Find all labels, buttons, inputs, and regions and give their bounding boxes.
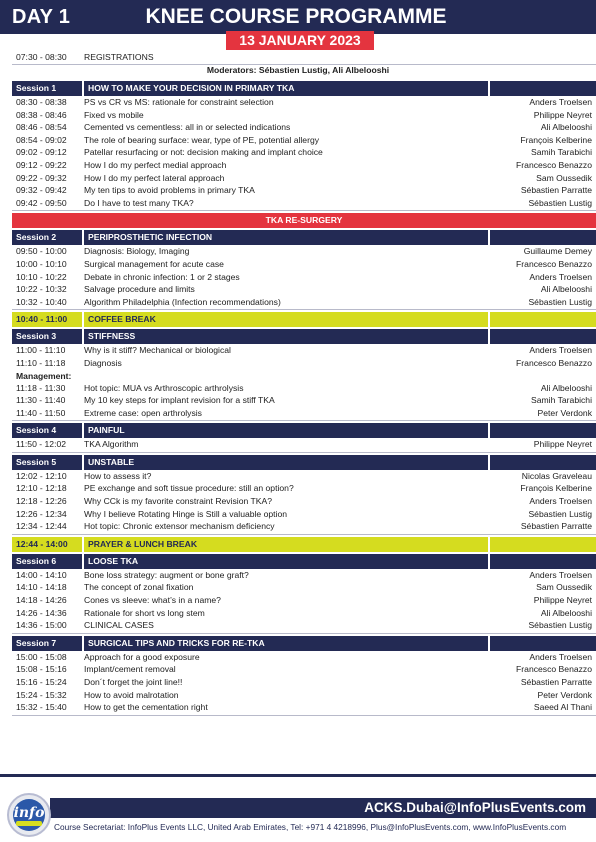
talk-title: Cemented vs cementless: all in or selected indications	[84, 122, 291, 133]
course-secretariat: Course Secretariat: InfoPlus Events LLC, United Arab Emirates, Tel: +971 4 4218996, Plus@InfoPlusEvents.com, www.InfoPlusEvents.com	[54, 822, 567, 832]
talk-time: 12:10 - 12:18	[16, 483, 67, 494]
infoplus-logo	[7, 793, 51, 837]
session-label: Session 1	[12, 81, 82, 96]
speaker-name: Samih Tarabichi	[531, 147, 592, 158]
subheading: Management:	[16, 370, 72, 381]
session-label: Session 7	[12, 636, 82, 651]
talk-title: How to get the cementation right	[84, 702, 208, 713]
talk-title: How to avoid malrotation	[84, 689, 179, 700]
speaker-name: Peter Verdonk	[537, 689, 592, 700]
break-time: 10:40 - 11:00	[12, 312, 82, 327]
speaker-name: Ali Albelooshi	[540, 607, 592, 618]
speaker-name: Philippe Neyret	[533, 109, 592, 120]
session-label: Session 5	[12, 455, 82, 470]
break-title: PRAYER & LUNCH BREAK	[84, 537, 488, 552]
table-row	[12, 258, 596, 271]
speaker-name: Sébastien Parratte	[520, 521, 592, 532]
talk-time: 09:02 - 09:12	[16, 147, 67, 158]
talk-time: 11:18 - 11:30	[16, 382, 66, 393]
talk-title: Patellar resurfacing or not: decision making and implant choice	[84, 147, 323, 158]
talk-time: 10:32 - 10:40	[16, 296, 67, 307]
break-bar	[12, 537, 596, 552]
table-row	[12, 689, 596, 702]
talk-time: 08:30 - 08:38	[16, 97, 67, 107]
registration-time: 07:30 - 08:30	[16, 52, 67, 62]
talk-time: 12:02 - 12:10	[16, 470, 67, 481]
speaker-name: Anders Troelsen	[529, 496, 592, 507]
speaker-name: François Kelberine	[520, 483, 592, 494]
talk-title: Don´t forget the joint line!!	[84, 677, 183, 687]
contact-email-link[interactable]: ACKS.Dubai@InfoPlusEvents.com	[364, 800, 586, 815]
logo-accent	[16, 821, 42, 826]
speaker-name: Nicolas Graveleau	[521, 470, 592, 481]
table-row	[12, 701, 596, 714]
table-row	[12, 394, 596, 407]
table-row	[12, 594, 596, 607]
divider	[12, 309, 596, 310]
talk-title: Why I believe Rotating Hinge is Still a valuable option	[84, 508, 288, 519]
table-row	[12, 134, 596, 147]
break-title: COFFEE BREAK	[84, 312, 488, 327]
session-label: Session 6	[12, 554, 82, 569]
talk-title: The concept of zonal fixation	[84, 582, 194, 593]
talk-time: 08:38 - 08:46	[16, 109, 67, 120]
session-title: SURGICAL TIPS AND TRICKS FOR RE-TKA	[84, 636, 488, 651]
talk-time: 12:34 - 12:44	[16, 521, 67, 532]
talk-time: 12:18 - 12:26	[16, 496, 67, 507]
talk-time: 14:36 - 15:00	[16, 620, 67, 631]
speaker-name: Ali Albelooshi	[540, 382, 592, 393]
table-row	[12, 245, 596, 258]
table-row	[12, 344, 596, 357]
talk-title: How I do my perfect lateral approach	[84, 172, 225, 183]
speaker-name: Ali Albelooshi	[540, 122, 592, 133]
table-row	[12, 109, 596, 122]
table-row	[12, 172, 596, 185]
talk-title: How to assess it?	[84, 470, 152, 481]
speaker-name: Anders Troelsen	[529, 569, 592, 580]
session-header	[12, 636, 596, 651]
speaker-name: Francesco Benazzo	[516, 258, 592, 269]
speaker-name: Sébastien Lustig	[528, 197, 592, 208]
talk-time: 15:32 - 15:40	[16, 702, 67, 713]
talk-time: 15:16 - 15:24	[16, 677, 67, 687]
talk-title: PE exchange and soft tissue procedure: still an option?	[84, 483, 294, 494]
header-bar	[0, 0, 596, 34]
table-row	[12, 146, 596, 159]
talk-title: Debate in chronic infection: 1 or 2 stages	[84, 271, 240, 282]
talk-title: Rationale for short vs long stem	[84, 607, 205, 618]
footer-band	[50, 798, 596, 818]
table-row	[12, 495, 596, 508]
table-row	[12, 357, 596, 370]
talk-title: Surgical management for acute case	[84, 258, 224, 269]
talk-title: The role of bearing surface: wear, type of PE, potential allergy	[84, 134, 320, 145]
talk-time: 15:00 - 15:08	[16, 651, 67, 662]
talk-time: 11:50 - 12:02	[16, 439, 67, 450]
moderators: Moderators: Sébastien Lustig, Ali Albelooshi	[206, 65, 390, 75]
header-spacer	[490, 554, 596, 569]
talk-time: 11:40 - 11:50	[16, 407, 66, 418]
header-spacer	[490, 423, 596, 438]
speaker-name: Anders Troelsen	[529, 651, 592, 662]
session-title: HOW TO MAKE YOUR DECISION IN PRIMARY TKA	[84, 81, 488, 96]
table-row	[12, 159, 596, 172]
session-header	[12, 81, 596, 96]
session-title: STIFFNESS	[84, 329, 488, 344]
session-label: Session 3	[12, 329, 82, 344]
header-spacer	[490, 312, 596, 327]
speaker-name: Guillaume Demey	[523, 246, 592, 257]
talk-title: TKA Algorithm	[84, 439, 139, 450]
table-row	[12, 438, 596, 451]
speaker-name: Saeed Al Thani	[533, 702, 592, 713]
session-title: LOOSE TKA	[84, 554, 488, 569]
talk-time: 09:22 - 09:32	[16, 172, 67, 183]
talk-title: My 10 key steps for implant revision for a stiff TKA	[84, 395, 275, 406]
table-row	[12, 96, 596, 109]
header-spacer	[490, 537, 596, 552]
talk-title: Cones vs sleeve: what’s in a name?	[84, 595, 221, 606]
divider	[12, 715, 596, 716]
speaker-name: Sébastien Lustig	[528, 296, 592, 307]
speaker-name: Sébastien Lustig	[528, 620, 592, 631]
talk-time: 10:10 - 10:22	[16, 271, 67, 282]
programme-table	[12, 79, 596, 716]
talk-title: Do I have to test many TKA?	[84, 197, 194, 208]
table-row	[12, 651, 596, 664]
talk-title: Implant/cement removal	[84, 664, 176, 675]
header-spacer	[490, 329, 596, 344]
divider	[12, 534, 596, 535]
header-spacer	[490, 455, 596, 470]
talk-time: 14:00 - 14:10	[16, 569, 67, 580]
day-label: DAY 1	[12, 6, 71, 28]
speaker-name: Peter Verdonk	[537, 407, 592, 418]
table-row	[12, 470, 596, 483]
divider	[12, 210, 596, 211]
speaker-name: Francesco Benazzo	[516, 664, 592, 675]
session-title: UNSTABLE	[84, 455, 488, 470]
header-spacer	[490, 636, 596, 651]
divider	[12, 633, 596, 634]
table-row	[12, 569, 596, 582]
break-bar	[12, 312, 596, 327]
talk-title: CLINICAL CASES	[84, 620, 154, 631]
talk-time: 10:00 - 10:10	[16, 258, 67, 269]
talk-title: Diagnosis	[84, 357, 122, 368]
footer-divider	[0, 774, 596, 777]
talk-time: 08:54 - 09:02	[16, 134, 67, 145]
talk-time: 09:50 - 10:00	[16, 246, 67, 257]
table-row	[12, 121, 596, 134]
talk-title: Diagnosis: Biology, Imaging	[84, 246, 190, 257]
speaker-name: Francesco Benazzo	[516, 159, 592, 170]
speaker-name: Francesco Benazzo	[516, 357, 592, 368]
talk-time: 09:32 - 09:42	[16, 185, 67, 196]
talk-title: Fixed vs mobile	[84, 109, 144, 120]
speaker-name: Sam Oussedik	[536, 582, 592, 593]
talk-title: Why CCk is my favorite constraint Revision TKA?	[84, 496, 273, 507]
talk-title: Approach for a good exposure	[84, 651, 200, 662]
session-header	[12, 554, 596, 569]
talk-time: 11:30 - 11:40	[16, 395, 66, 406]
talk-title: Why is it stiff? Mechanical or biological	[84, 345, 231, 356]
talk-time: 09:12 - 09:22	[16, 159, 67, 170]
page-title: KNEE COURSE PROGRAMME	[145, 5, 447, 28]
talk-title: Extreme case: open arthrolysis	[84, 407, 202, 418]
talk-title: Hot topic: Chronic extensor mechanism deficiency	[84, 521, 275, 532]
registration-label: REGISTRATIONS	[84, 52, 154, 62]
session-header	[12, 230, 596, 245]
date-badge: 13 JANUARY 2023	[226, 31, 374, 50]
talk-title: Algorithm Philadelphia (Infection recommendations)	[84, 296, 281, 307]
talk-title: Hot topic: MUA vs Arthroscopic arthrolysis	[84, 382, 244, 393]
talk-time: 08:46 - 08:54	[16, 122, 67, 133]
table-row	[12, 508, 596, 521]
talk-time: 14:10 - 14:18	[16, 582, 67, 593]
table-row	[12, 271, 596, 284]
session-label: Session 2	[12, 230, 82, 245]
talk-title: PS vs CR vs MS: rationale for constraint selection	[84, 97, 274, 107]
talk-time: 11:00 - 11:10	[16, 345, 66, 356]
speaker-name: Philippe Neyret	[533, 595, 592, 606]
talk-time: 12:26 - 12:34	[16, 508, 67, 519]
table-row	[12, 407, 596, 420]
talk-time: 15:08 - 15:16	[16, 664, 67, 675]
talk-time: 09:42 - 09:50	[16, 197, 67, 208]
header-spacer	[490, 230, 596, 245]
talk-time: 14:18 - 14:26	[16, 595, 67, 606]
talk-title: Salvage procedure and limits	[84, 284, 195, 295]
speaker-name: Samih Tarabichi	[531, 395, 592, 406]
speaker-name: Sam Oussedik	[536, 172, 592, 183]
table-row	[12, 197, 596, 210]
session-title: PAINFUL	[84, 423, 488, 438]
talk-time: 15:24 - 15:32	[16, 689, 67, 700]
session-header	[12, 423, 596, 438]
speaker-name: Ali Albelooshi	[540, 284, 592, 295]
talk-title: How I do my perfect medial approach	[84, 159, 227, 170]
talk-time: 14:26 - 14:36	[16, 607, 67, 618]
logo-text: info	[13, 805, 45, 821]
table-row	[12, 619, 596, 632]
break-time: 12:44 - 14:00	[12, 537, 82, 552]
table-row	[12, 581, 596, 594]
speaker-name: Anders Troelsen	[529, 271, 592, 282]
divider	[12, 452, 596, 453]
table-row	[12, 676, 596, 689]
talk-title: My ten tips to avoid problems in primary TKA	[84, 185, 255, 196]
table-row	[12, 607, 596, 620]
talk-time: 11:10 - 11:18	[16, 357, 66, 368]
speaker-name: Sébastien Parratte	[520, 677, 592, 687]
session-label: Session 4	[12, 423, 82, 438]
talk-time: 10:22 - 10:32	[16, 284, 67, 295]
table-row	[12, 296, 596, 309]
table-row	[12, 520, 596, 533]
header-spacer	[490, 81, 596, 96]
table-row	[12, 482, 596, 495]
session-header	[12, 329, 596, 344]
speaker-name: Anders Troelsen	[529, 97, 592, 107]
table-row	[12, 663, 596, 676]
speaker-name: Sébastien Lustig	[528, 508, 592, 519]
speaker-name: Anders Troelsen	[529, 345, 592, 356]
speaker-name: Sébastien Parratte	[520, 185, 592, 196]
table-row	[12, 184, 596, 197]
table-row	[12, 283, 596, 296]
session-title: PERIPROSTHETIC INFECTION	[84, 230, 488, 245]
speaker-name: François Kelberine	[520, 134, 592, 145]
table-row	[12, 382, 596, 395]
session-header	[12, 455, 596, 470]
divider	[12, 420, 596, 421]
talk-title: Bone loss strategy: augment or bone graft?	[84, 569, 249, 580]
section-banner: TKA RE-SURGERY	[12, 213, 596, 228]
registration-row	[0, 52, 596, 63]
speaker-name: Philippe Neyret	[533, 439, 592, 450]
